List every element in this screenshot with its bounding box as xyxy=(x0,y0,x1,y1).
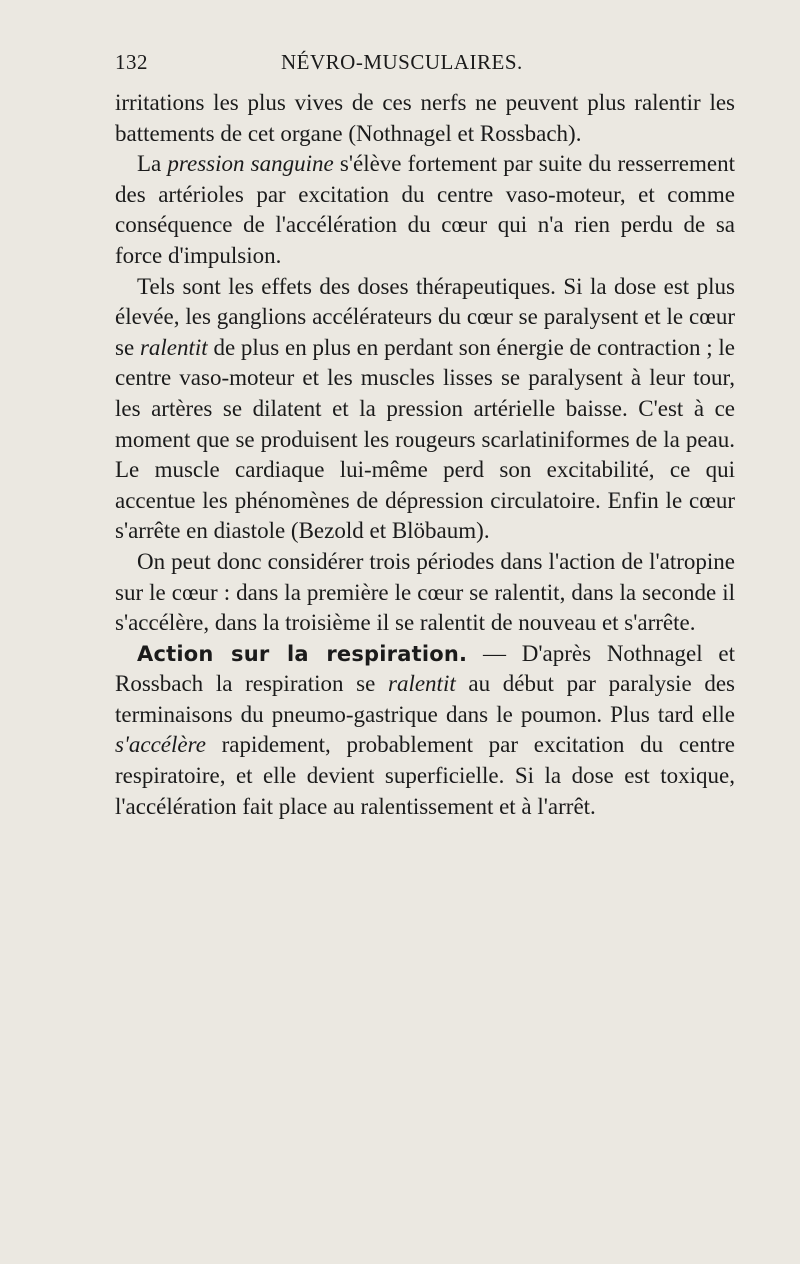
paragraph-4-text: On peut donc considérer trois périodes dans l'action de l'atropine sur le cœur : dans la première le cœur se ralentit, dans la seconde il s'accélère, dans la troisième il se ralentit de nouveau et s'arrête. xyxy=(115,548,735,636)
paragraph-2 xyxy=(115,149,735,271)
running-title: NÉVRO-MUSCULAIRES. xyxy=(281,50,523,74)
paragraph-3 xyxy=(115,272,735,547)
paragraph-5-italic-a: ralentit xyxy=(388,671,456,697)
page-header xyxy=(115,50,735,80)
paragraph-1 xyxy=(115,88,735,149)
paragraph-2-italic: pression sanguine xyxy=(167,151,334,177)
paragraph-5-italic-b: s'accélère xyxy=(115,732,206,758)
paragraph-5 xyxy=(115,639,735,823)
paragraph-2-text: s'élève fortement par suite du resserrement des artérioles par excitation du centre vaso-moteur, et comme conséquence de l'accélération du cœur qui n'a rien perdu de sa force d'impulsion. xyxy=(115,151,735,268)
paragraph-3-text-b: de plus en plus en perdant son énergie de contraction ; le centre vaso-moteur et les muscles lisses se paralysent à leur tour, les artères se dilatent et la pression artérielle baisse. C'est à ce moment que se produisent les rougeurs scarlatiniformes de la peau. Le muscle cardiaque lui-même perd son excitabilité, ce qui accentue les phénomènes de dépression circulatoire. Enfin le cœur s'arrête en diastole (Bezold et Blöbaum). xyxy=(115,334,735,544)
paragraph-3-italic: ralentit xyxy=(139,334,208,360)
paragraph-5-text-a: — D'après Nothnagel et Rossbach la respiration se xyxy=(115,640,736,697)
paragraph-1-text: irritations les plus vives de ces nerfs ne peuvent plus ralentir les battements de cet organe (Nothnagel et Rossbach). xyxy=(115,90,735,146)
paragraph-4 xyxy=(115,547,735,639)
body-text xyxy=(115,88,735,822)
page-number: 132 xyxy=(115,50,148,74)
paragraph-5-text-b: au début par paralysie des terminaisons du pneumo-gastrique dans le poumon. Plus tard elle xyxy=(115,671,735,727)
paragraph-2-lead: La xyxy=(137,151,168,177)
paragraph-3-text-a: Tels sont les effets des doses thérapeutiques. Si la dose est plus élevée, les ganglions accélérateurs du cœur se paralysent et le cœur se xyxy=(115,273,735,360)
section-heading-respiration: Action sur la respiration. xyxy=(137,641,468,666)
paragraph-5-text-c: rapidement, probablement par excitation du centre respiratoire, et elle devient superficielle. Si la dose est toxique, l'accélération fait place au ralentissement et à l'arrêt. xyxy=(115,732,735,819)
